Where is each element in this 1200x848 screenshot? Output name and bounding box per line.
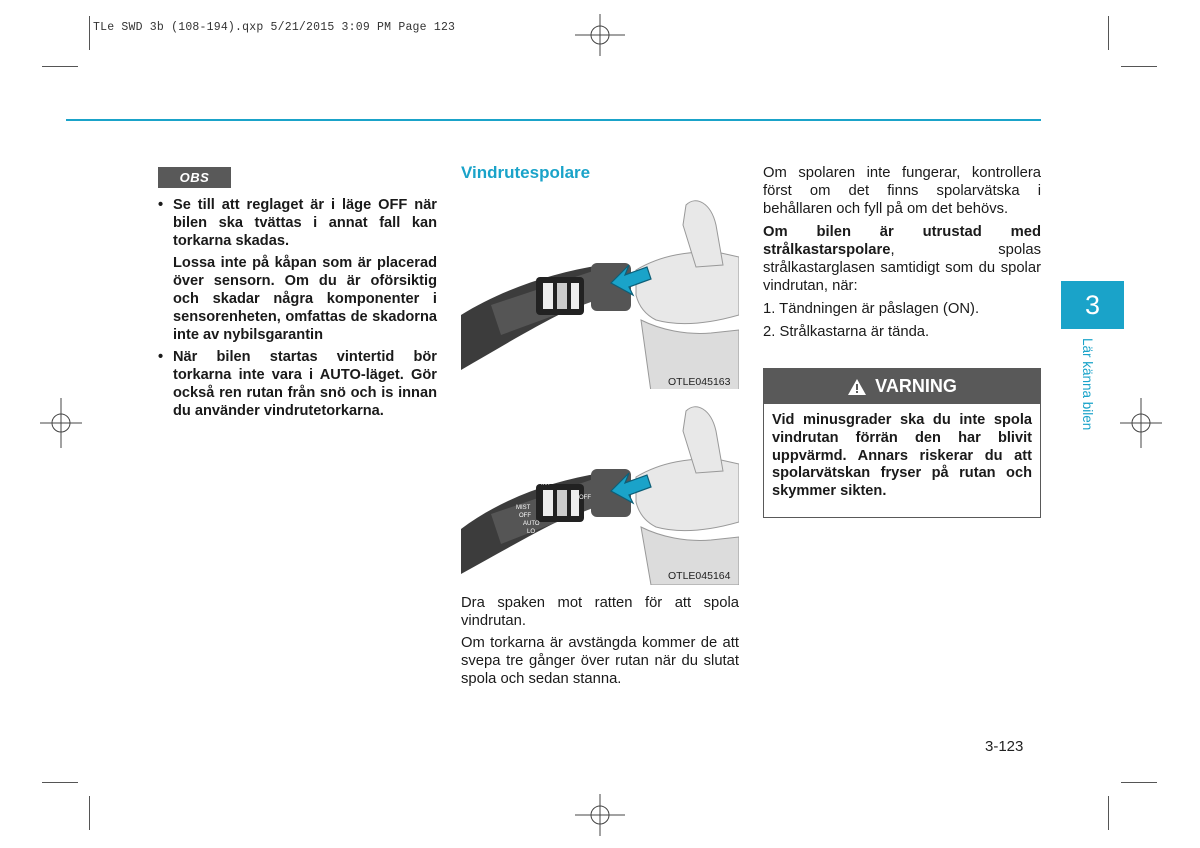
figure-a-image — [461, 195, 739, 392]
print-header: TLe SWD 3b (108-194).qxp 5/21/2015 3:09 PM Page 123 — [93, 21, 456, 34]
obs-badge: OBS — [158, 167, 231, 188]
figure-b-code: OTLE045164 — [668, 570, 731, 582]
paragraph: Om spolaren inte fungerar, kontrollera först om det finns spolarvätska i behållaren och fyll på om det behövs. — [763, 165, 1041, 217]
switch-label: MIST — [516, 505, 531, 511]
chapter-tab: 3 — [1061, 281, 1124, 329]
crop-mark — [89, 16, 90, 50]
registration-mark-left — [40, 398, 82, 448]
registration-mark-top — [575, 14, 625, 56]
switch-label: OFF — [519, 513, 531, 519]
switch-label: HI — [531, 537, 537, 543]
warning-box — [763, 368, 1041, 518]
switch-label: INT — [541, 481, 551, 487]
registration-mark-right — [1120, 398, 1162, 448]
section-text-1: Dra spaken mot ratten för att spola vindrutan. — [461, 595, 739, 629]
crop-mark — [1121, 782, 1157, 783]
list-item: 1. Tändningen är påslagen (ON). — [763, 301, 980, 317]
bold-lead: Om bilen är utrustad med strålkastarspolare — [763, 224, 1041, 258]
wiper-lever-illustration-b — [461, 389, 739, 585]
list-item: 2. Strålkastarna är tända. — [763, 324, 930, 340]
paragraph-rest: , spolas strålkastarglasen samtidigt som du spolar vindrutan, när: — [763, 242, 1041, 294]
crop-mark — [1121, 66, 1157, 67]
switch-label: OFF — [579, 495, 591, 501]
registration-mark-bottom — [575, 794, 625, 836]
paragraph — [763, 223, 1041, 295]
obs-notes — [157, 197, 437, 426]
wiper-lever-illustration-a — [461, 195, 739, 392]
bullet-icon: • — [158, 349, 164, 366]
obs-sub-paragraph: Lossa inte på kåpan som är placerad över sensorn. Om du är oförsiktig och skadar några komponenter i sensorenheten, omfattas de skadorna inte av nybilsgarantin — [173, 255, 437, 343]
chapter-label: Lär känna bilen — [1080, 338, 1095, 431]
crop-mark — [1108, 796, 1109, 830]
section-text-2: Om torkarna är avstängda kommer de att svepa tre gånger över rutan när du slutat spola och sedan stanna. — [461, 635, 739, 687]
obs-bullet — [157, 349, 437, 420]
warning-triangle-icon — [847, 378, 867, 396]
switch-label: LO — [527, 529, 536, 535]
page-number: 3-123 — [985, 738, 1024, 755]
figure-a-code: OTLE045163 — [668, 376, 731, 388]
warning-header — [764, 369, 1040, 404]
switch-label: AUTO — [523, 521, 540, 527]
obs-bullet — [157, 197, 437, 250]
section-title: Vindrutespolare — [461, 163, 591, 182]
crop-mark — [89, 796, 90, 830]
warning-title: VARNING — [875, 376, 957, 396]
warning-body: Vid minusgrader ska du inte spola vindrutan förrän den har blivit uppvärmd. Annars riskerar du att spolarvätskan fryser på rutan och skymmer sikten. — [772, 412, 1032, 500]
crop-mark — [42, 66, 78, 67]
figure-b-image — [461, 389, 739, 585]
bullet-icon: • — [158, 197, 164, 213]
obs-bullet-text: Se till att reglaget är i läge OFF när bilen ska tvättas i annat fall kan torkarna skadas. — [173, 197, 437, 249]
obs-bullet-text: När bilen startas vintertid bör torkarna inte vara i AUTO-läget. Gör också ren rutan från snö och is innan du använder vindrutetorkarna. — [173, 349, 437, 419]
crop-mark — [1108, 16, 1109, 50]
column-3 — [763, 164, 1041, 346]
crop-mark — [42, 782, 78, 783]
top-rule — [66, 119, 1041, 121]
